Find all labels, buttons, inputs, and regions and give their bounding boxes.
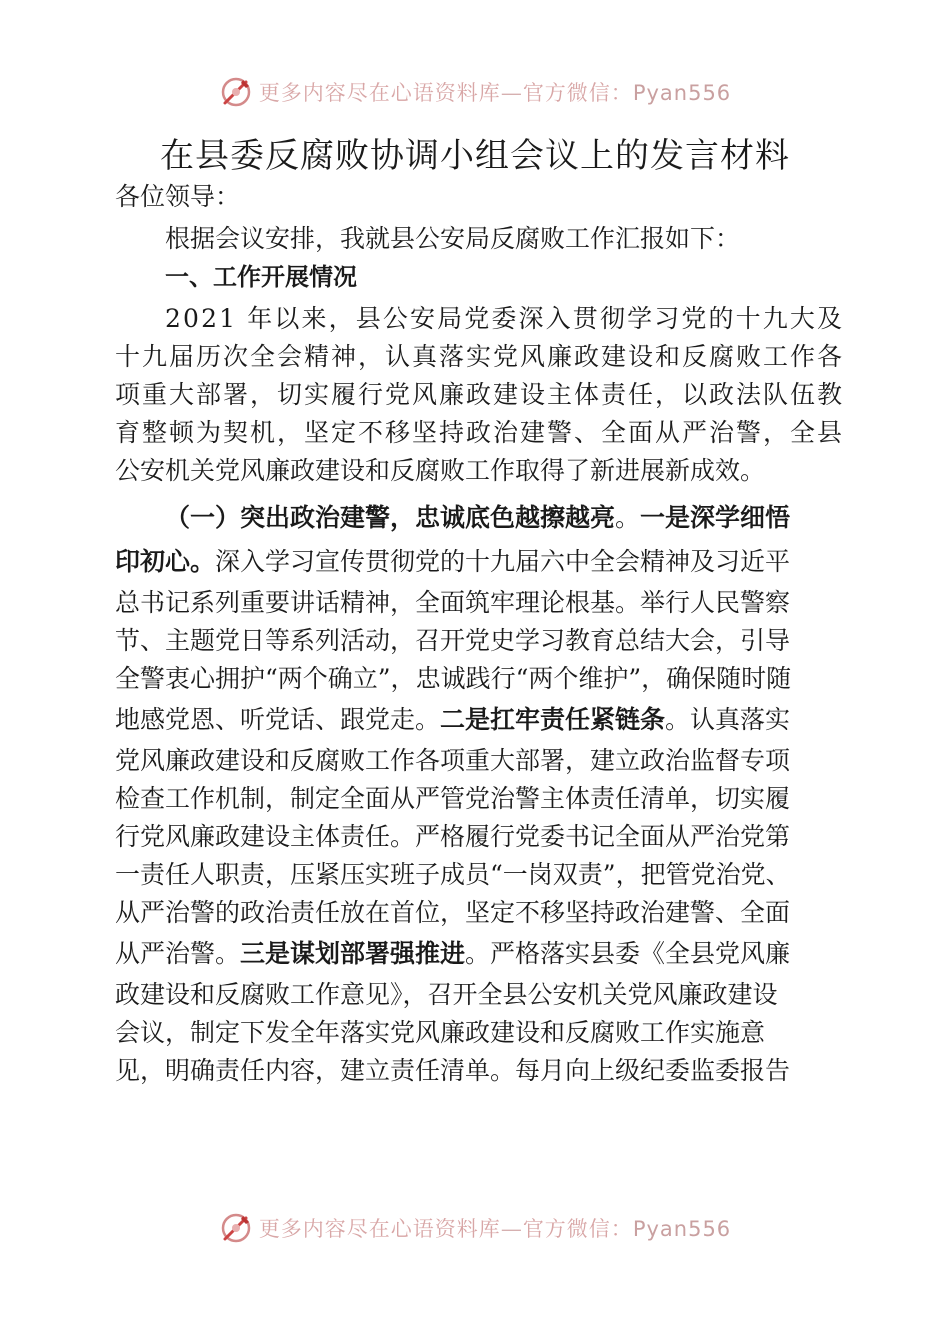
section-heading: 一、工作开展情况 bbox=[165, 263, 357, 291]
paragraph-line: 育整顿为契机，坚定不移坚持政治建警、全面从严治警，全县 bbox=[115, 418, 844, 447]
document-body bbox=[115, 178, 845, 1090]
paragraph-line: 总书记系列重要讲话精神，全面筑牢理论根基。举行人民警察 bbox=[115, 588, 791, 617]
paragraph-line: 党风廉政建设和反腐败工作各项重大部署，建立政治监督专项 bbox=[115, 746, 791, 775]
watermark-text: 更多内容尽在心语资料库—官方微信：Pyan556 bbox=[258, 1217, 732, 1241]
paragraph-line: 项重大部署，切实履行党风廉政建设主体责任，以政法队伍教 bbox=[115, 380, 844, 409]
pen-logo-icon bbox=[219, 75, 253, 109]
intro-paragraph: 根据会议安排，我就县公安局反腐败工作汇报如下： bbox=[165, 224, 741, 253]
paragraph-line: 2021 年以来，县公安局党委深入贯彻学习党的十九大及 bbox=[165, 304, 845, 333]
pen-logo-icon bbox=[219, 1211, 253, 1245]
watermark-text: 更多内容尽在心语资料库—官方微信：Pyan556 bbox=[258, 81, 732, 105]
paragraph-line: 从严治警的政治责任放在首位，坚定不移坚持政治建警、全面 bbox=[115, 898, 791, 927]
paragraph-line: 全警衷心拥护“两个确立”，忠诚践行“两个维护”，确保随时随 bbox=[115, 664, 792, 693]
paragraph-line: 印初心。深入学习宣传贯彻党的十九届六中全会精神及习近平 bbox=[115, 547, 791, 576]
paragraph-line: 十九届历次全会精神，认真落实党风廉政建设和反腐败工作各 bbox=[115, 342, 844, 371]
watermark-banner-top bbox=[0, 72, 950, 112]
paragraph-line: 政建设和反腐败工作意见》，召开全县公安机关党风廉政建设 bbox=[115, 980, 778, 1009]
paragraph-line: （一）突出政治建警，忠诚底色越擦越亮。一是深学细悟 bbox=[165, 503, 791, 532]
salutation: 各位领导： bbox=[115, 182, 241, 211]
paragraph-line: 检查工作机制，制定全面从严管党治警主体责任清单，切实履 bbox=[115, 784, 791, 813]
paragraph-line: 从严治警。三是谋划部署强推进。严格落实县委《全县党风廉 bbox=[115, 939, 791, 968]
paragraph-line: 节、主题党日等系列活动，召开党史学习教育总结大会，引导 bbox=[115, 626, 791, 655]
paragraph-line: 公安机关党风廉政建设和反腐败工作取得了新进展新成效。 bbox=[115, 456, 766, 485]
paragraph-line: 见，明确责任内容，建立责任清单。每月向上级纪委监委报告 bbox=[115, 1056, 791, 1085]
paragraph-line: 行党风廉政建设主体责任。严格履行党委书记全面从严治党第 bbox=[115, 822, 791, 851]
paragraph-line: 会议，制定下发全年落实党风廉政建设和反腐败工作实施意 bbox=[115, 1018, 766, 1047]
document-title: 在县委反腐败协调小组会议上的发言材料 bbox=[160, 136, 790, 176]
paragraph-line: 地感党恩、听党话、跟党走。二是扛牢责任紧链条。认真落实 bbox=[115, 705, 791, 734]
watermark-banner-bottom bbox=[0, 1208, 950, 1248]
paragraph-line: 一责任人职责，压紧压实班子成员“一岗双责”，把管党治党、 bbox=[115, 860, 791, 889]
